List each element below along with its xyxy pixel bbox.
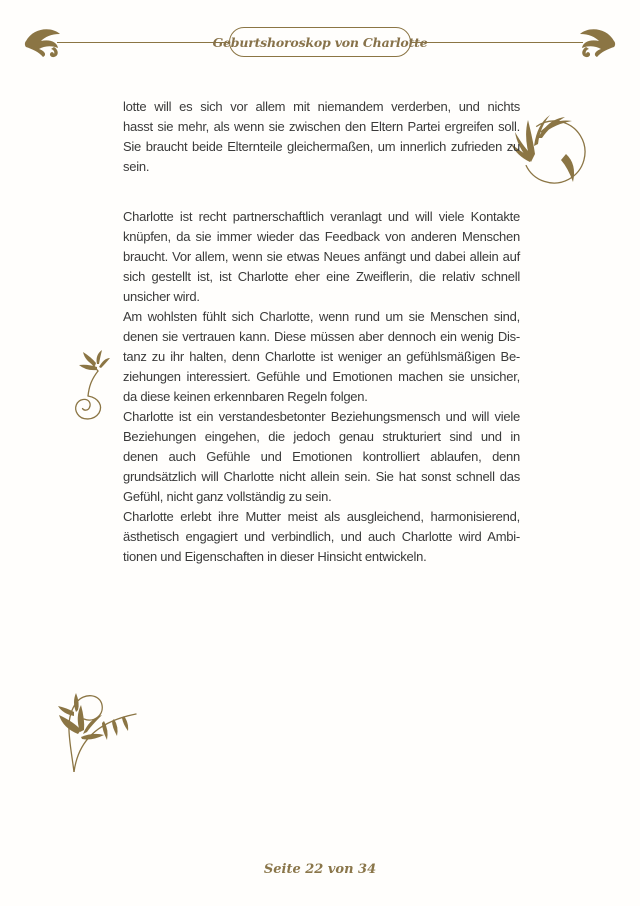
acanthus-flourish-icon [576,26,616,58]
text-line: knüpfen, da sie immer wieder das Feedback von anderen Menschen [123,229,520,244]
text-line: ziehungen interessiert. Gefühle und Emotionen machen sie unsicher, [123,369,520,384]
text-line: Sie braucht beide Elternteile gleichermaßen, um innerlich zufrieden zu [123,139,520,154]
text-line: Charlotte ist ein verstandesbetonter Beziehungsmensch und will viele [123,409,520,424]
page-title: Geburtshoroskop von Charlotte [212,34,428,50]
body-text-block [123,97,520,567]
text-line: Beziehungen eingehen, die jedoch genau strukturiert sind und in [123,429,520,444]
text-line: braucht. Vor allem, wenn sie etwas Neues anfängt und dabei allein auf [123,249,520,264]
text-line: tionen und Eigenschaften in dieser Hinsicht entwickeln. [123,549,427,564]
text-line: da diese keinen erkennbaren Regeln folgen. [123,389,368,404]
page-title-badge [212,27,428,57]
curved-leaf-branch-icon [30,680,142,772]
text-line: tanz zu ihr halten, denn Charlotte ist weniger an gefühlsmäßigen Be- [123,349,520,364]
text-line: denen sie vertrauen kann. Diese müssen aber dennoch ein wenig Dis- [123,329,520,344]
text-line: Gefühl, nicht ganz vollständig zu sein. [123,489,332,504]
paragraph [123,307,520,407]
acanthus-flourish-icon [24,26,64,58]
text-line: lotte will es sich vor allem mit niemandem verderben, und nichts [123,99,520,114]
text-line: hasst sie mehr, als wenn sie zwischen den Eltern Partei ergreifen soll. [123,119,520,134]
paragraph [123,407,520,507]
paragraph [123,207,520,307]
text-line: Charlotte ist recht partnerschaftlich veranlagt und will viele Kontakte [123,209,520,224]
spiral-leaf-sprig-icon [58,350,110,424]
text-line: Am wohlsten fühlt sich Charlotte, wenn rund um sie Menschen sind, [123,309,520,324]
text-line: ästhetisch engagiert und verbindlich, und auch Charlotte wird Ambi- [123,529,520,544]
text-line: unsicher wird. [123,289,200,304]
page-number-indicator: Seite 22 von 34 [263,862,377,877]
text-line: Charlotte erlebt ihre Mutter meist als ausgleichend, harmonisierend, [123,509,520,524]
paragraph [123,97,520,177]
text-line: denen auch Gefühle und Emotionen kontrolliert ablaufen, denn [123,449,520,464]
text-line: grundsätzlich will Charlotte nicht allein sein. Sie hat sonst schnell das [123,469,520,484]
text-line: sich gestellt ist, ist Charlotte eher eine Zweiflerin, die relativ schnell [123,269,520,284]
text-line: sein. [123,159,150,174]
paragraph [123,507,520,567]
